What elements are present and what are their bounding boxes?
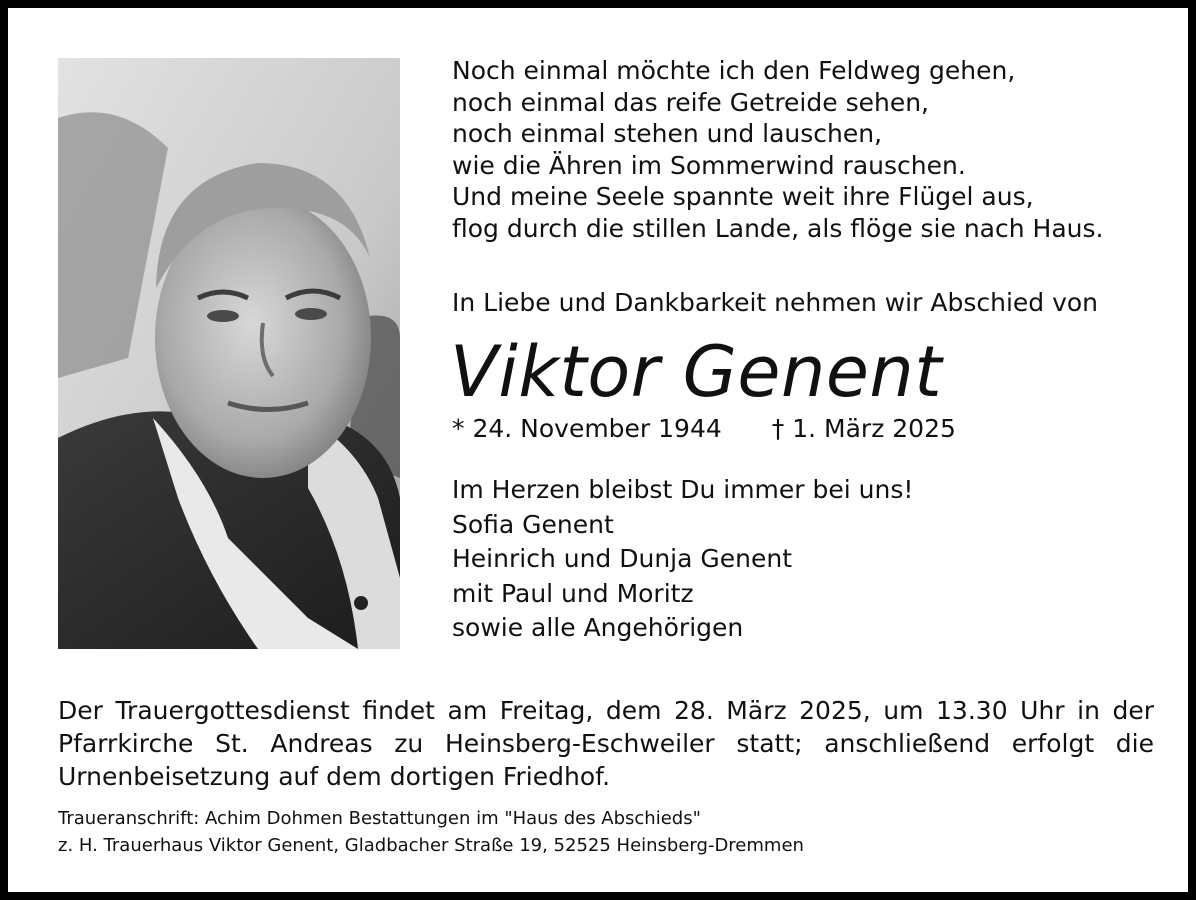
portrait-photo bbox=[58, 58, 400, 649]
address-line: Traueranschrift: Achim Dohmen Bestattungen im "Haus des Abschieds" bbox=[58, 808, 701, 829]
farewell-intro: In Liebe und Dankbarkeit nehmen wir Abschied von bbox=[452, 288, 1099, 317]
poem-line: Noch einmal möchte ich den Feldweg gehen, bbox=[452, 56, 1016, 85]
mourning-address bbox=[58, 802, 804, 862]
life-dates bbox=[452, 413, 956, 445]
poem-line: noch einmal stehen und lauschen, bbox=[452, 119, 883, 149]
mourners-list bbox=[452, 473, 913, 646]
portrait-illustration bbox=[58, 58, 400, 649]
mourner-line: Heinrich und Dunja Genent bbox=[452, 544, 793, 573]
address-line: z. H. Trauerhaus Viktor Genent, Gladbacher Straße 19, 52525 Heinsberg-Dremmen bbox=[58, 835, 804, 856]
deceased-name: Viktor Genent bbox=[450, 331, 943, 413]
birth-date: * 24. November 1944 bbox=[452, 414, 722, 443]
mourner-line: Sofia Genent bbox=[452, 509, 614, 539]
poem bbox=[452, 55, 1172, 245]
poem-line: noch einmal das reife Getreide sehen, bbox=[452, 87, 929, 117]
mourner-line: sowie alle Angehörigen bbox=[452, 613, 744, 642]
poem-line: flog durch die stillen Lande, als flöge sie nach Haus. bbox=[452, 213, 1104, 243]
service-announcement: Der Trauergottesdienst findet am Freitag, dem 28. März 2025, um 13.30 Uhr in der Pfarrkirche St. Andreas zu Heinsberg-Eschweiler statt; anschließend erfolgt die Urnenbeisetzung auf dem dortigen Friedhof. bbox=[58, 696, 1154, 791]
mourner-line: Im Herzen bleibst Du immer bei uns! bbox=[452, 475, 914, 504]
poem-line: Und meine Seele spannte weit ihre Flügel aus, bbox=[452, 182, 1034, 212]
poem-line: wie die Ähren im Sommerwind rauschen. bbox=[452, 150, 966, 180]
mourner-line: mit Paul und Moritz bbox=[452, 578, 694, 608]
death-date: † 1. März 2025 bbox=[771, 414, 956, 443]
